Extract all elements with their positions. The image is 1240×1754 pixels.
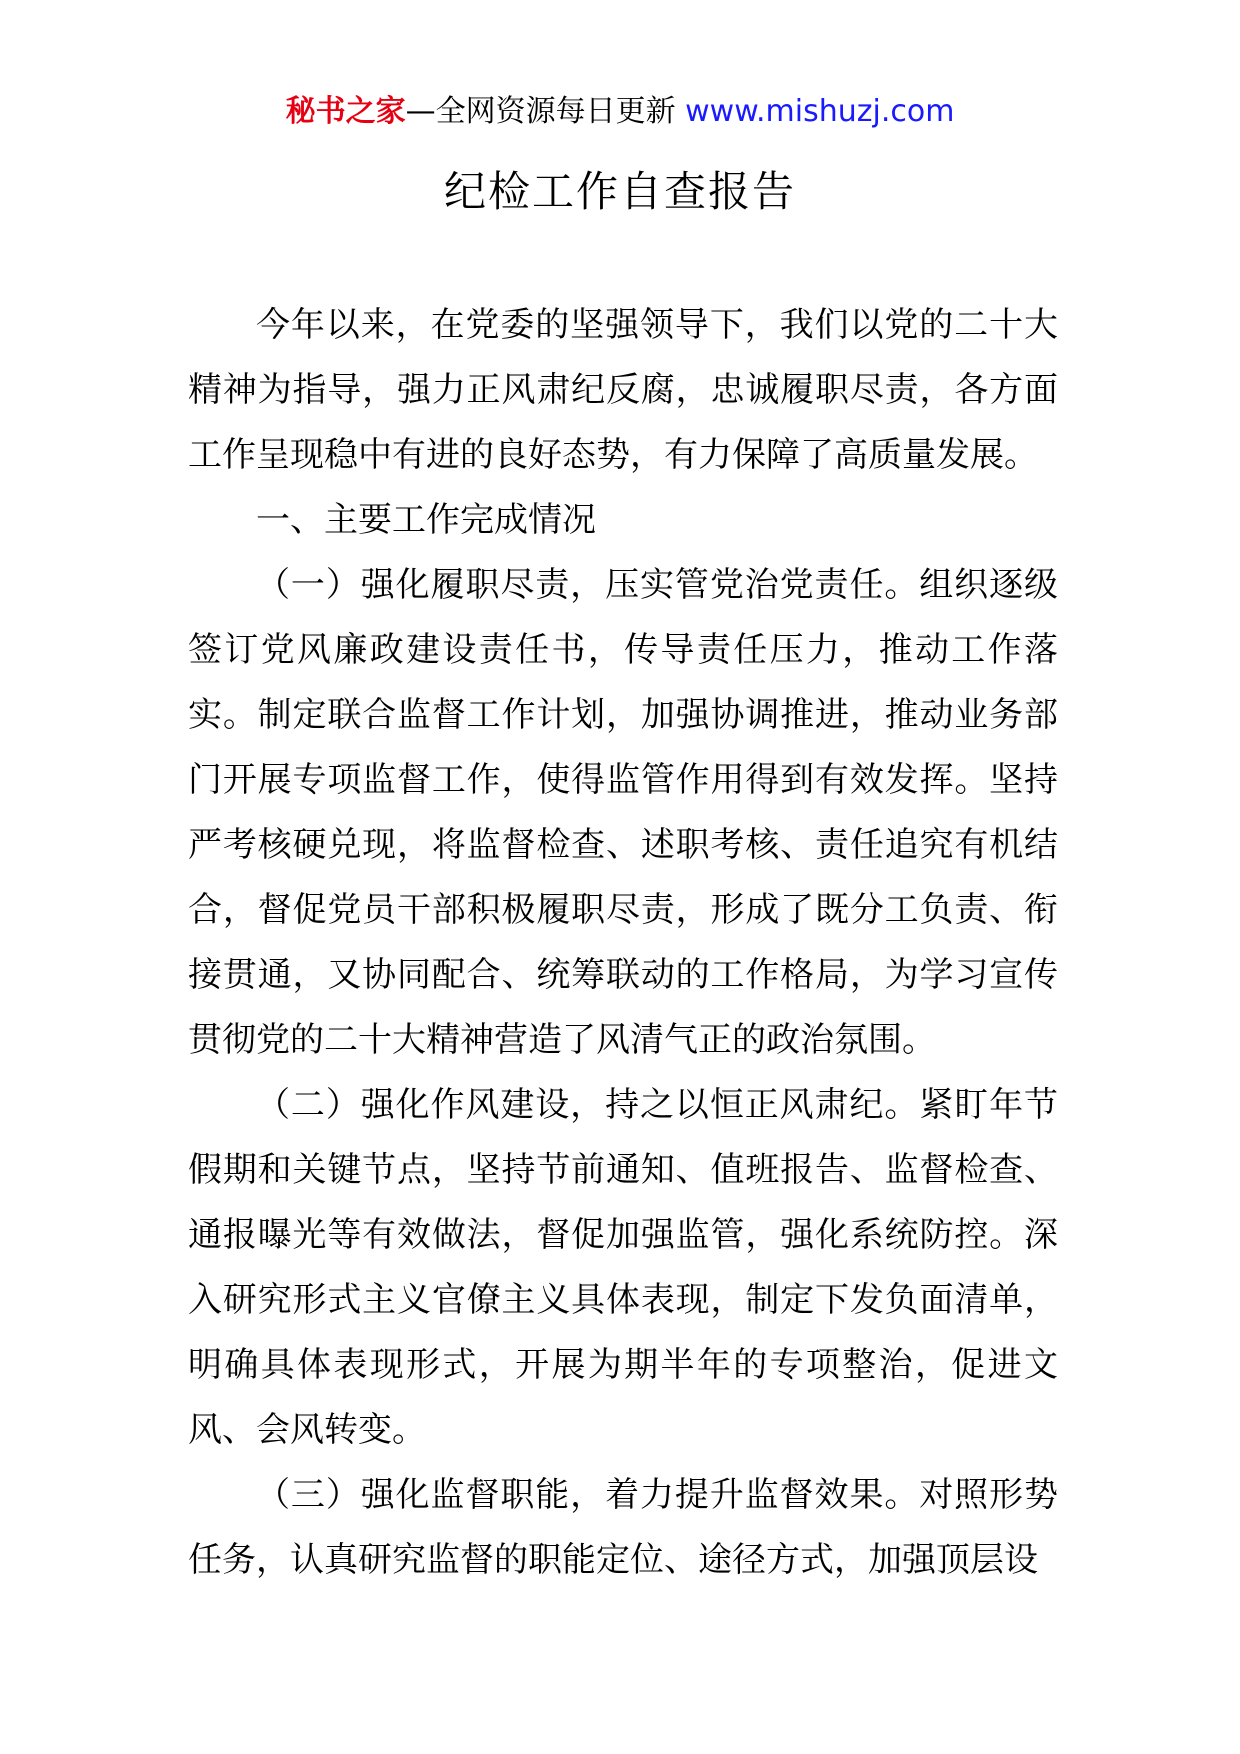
site-url-link[interactable]: www.mishuzj.com [685,94,955,129]
site-banner [0,92,1240,132]
document-title: 纪检工作自查报告 [443,167,796,216]
site-brand: 秘书之家 [285,94,406,129]
document-body [188,293,1058,1593]
intro-paragraph: 今年以来，在党委的坚强领导下，我们以党的二十大精神为指导，强力正风肃纪反腐，忠诚履职尽责，各方面工作呈现稳中有进的良好态势，有力保障了高质量发展。 [188,305,1058,475]
body-paragraph: （一）强化履职尽责，压实管党治党责任。组织逐级签订党风廉政建设责任书，传导责任压力，推动工作落实。制定联合监督工作计划，加强协调推进，推动业务部门开展专项监督工作，使得监管作用得到有效发挥。坚持严考核硬兑现，将监督检查、述职考核、责任追究有机结合，督促党员干部积极履职尽责，形成了既分工负责、衔接贯通，又协同配合、统筹联动的工作格局，为学习宣传贯彻党的二十大精神营造了风清气正的政治氛围。 [188,565,1058,1060]
body-paragraph: （二）强化作风建设，持之以恒正风肃纪。紧盯年节假期和关键节点，坚持节前通知、值班报告、监督检查、通报曝光等有效做法，督促加强监管，强化系统防控。深入研究形式主义官僚主义具体表现，制定下发负面清单，明确具体表现形式，开展为期半年的专项整治，促进文风、会风转变。 [188,1085,1058,1450]
section-heading: 一、主要工作完成情况 [256,500,596,540]
body-paragraph: （三）强化监督职能，着力提升监督效果。对照形势任务，认真研究监督的职能定位、途径方式，加强顶层设 [188,1475,1058,1580]
site-tagline: —全网资源每日更新 [405,94,686,129]
